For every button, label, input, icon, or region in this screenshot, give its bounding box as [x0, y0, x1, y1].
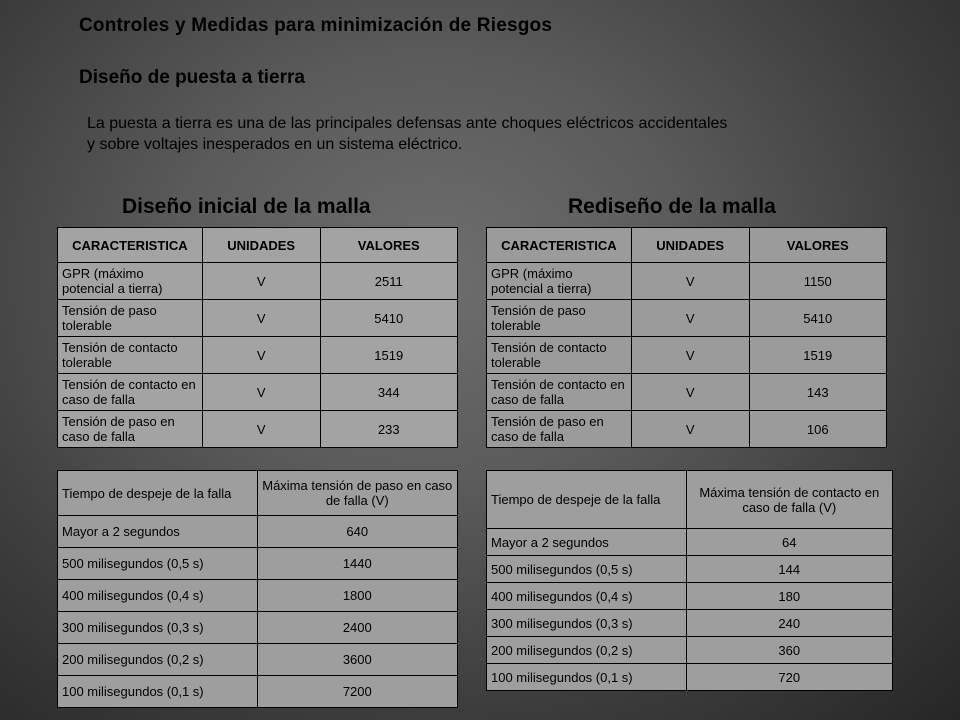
header-clearing-time: Tiempo de despeje de la falla — [487, 471, 687, 529]
intro-line-1: La puesta a tierra es una de las principales defensas ante choques eléctricos accidentales — [87, 115, 728, 132]
page-subtitle: Diseño de puesta a tierra — [79, 67, 305, 88]
units-cell: V — [202, 300, 320, 337]
value-cell: 180 — [686, 583, 892, 610]
characteristic-cell: Tensión de paso en caso de falla — [487, 411, 632, 448]
header-values: VALORES — [749, 228, 887, 263]
table-row — [487, 337, 887, 374]
table-row — [58, 411, 458, 448]
value-cell: 3600 — [257, 644, 457, 676]
table-row — [58, 337, 458, 374]
table-row — [487, 637, 893, 664]
units-cell: V — [631, 337, 749, 374]
time-cell: 100 milisegundos (0,1 s) — [487, 664, 687, 691]
units-cell: V — [202, 411, 320, 448]
table-row — [58, 612, 458, 644]
table-row — [58, 263, 458, 300]
header-units: UNIDADES — [631, 228, 749, 263]
table-row — [487, 556, 893, 583]
units-cell: V — [631, 300, 749, 337]
value-cell: 2511 — [320, 263, 458, 300]
time-cell: 400 milisegundos (0,4 s) — [58, 580, 258, 612]
units-cell: V — [202, 337, 320, 374]
table-row — [58, 374, 458, 411]
value-cell: 143 — [749, 374, 887, 411]
header-values: VALORES — [320, 228, 458, 263]
initial-design-table — [57, 227, 458, 448]
table-row — [58, 548, 458, 580]
time-cell: 100 milisegundos (0,1 s) — [58, 676, 258, 708]
characteristic-cell: GPR (máximo potencial a tierra) — [487, 263, 632, 300]
value-cell: 1519 — [749, 337, 887, 374]
table-header-row — [487, 228, 887, 263]
header-max-step-voltage: Máxima tensión de paso en caso de falla (V) — [257, 471, 457, 516]
intro-text — [87, 113, 887, 155]
header-units: UNIDADES — [202, 228, 320, 263]
time-cell: Mayor a 2 segundos — [487, 529, 687, 556]
value-cell: 1440 — [257, 548, 457, 580]
value-cell: 1519 — [320, 337, 458, 374]
value-cell: 240 — [686, 610, 892, 637]
contact-voltage-time-table — [486, 470, 893, 691]
value-cell: 7200 — [257, 676, 457, 708]
header-max-contact-voltage: Máxima tensión de contacto en caso de falla (V) — [686, 471, 892, 529]
table-row — [58, 580, 458, 612]
units-cell: V — [631, 374, 749, 411]
table-row — [58, 516, 458, 548]
characteristic-cell: Tensión de contacto en caso de falla — [487, 374, 632, 411]
header-characteristic: CARACTERISTICA — [58, 228, 203, 263]
time-cell: 500 milisegundos (0,5 s) — [487, 556, 687, 583]
table-row — [487, 374, 887, 411]
value-cell: 1800 — [257, 580, 457, 612]
page-title: Controles y Medidas para minimización de Riesgos — [79, 15, 553, 36]
table-header-row — [487, 471, 893, 529]
characteristic-cell: Tensión de contacto tolerable — [58, 337, 203, 374]
value-cell: 360 — [686, 637, 892, 664]
redesign-table — [486, 227, 887, 448]
intro-line-2: y sobre voltajes inesperados en un sistema eléctrico. — [87, 136, 463, 153]
value-cell: 640 — [257, 516, 457, 548]
time-cell: 200 milisegundos (0,2 s) — [487, 637, 687, 664]
characteristic-cell: Tensión de paso tolerable — [487, 300, 632, 337]
table-row — [487, 263, 887, 300]
characteristic-cell: Tensión de paso en caso de falla — [58, 411, 203, 448]
value-cell: 106 — [749, 411, 887, 448]
time-cell: 500 milisegundos (0,5 s) — [58, 548, 258, 580]
initial-design-heading: Diseño inicial de la malla — [122, 195, 371, 218]
table-row — [487, 664, 893, 691]
table-header-row — [58, 471, 458, 516]
value-cell: 2400 — [257, 612, 457, 644]
time-cell: Mayor a 2 segundos — [58, 516, 258, 548]
value-cell: 344 — [320, 374, 458, 411]
units-cell: V — [202, 374, 320, 411]
table-row — [58, 300, 458, 337]
units-cell: V — [631, 263, 749, 300]
header-clearing-time: Tiempo de despeje de la falla — [58, 471, 258, 516]
units-cell: V — [631, 411, 749, 448]
characteristic-cell: Tensión de contacto en caso de falla — [58, 374, 203, 411]
value-cell: 5410 — [320, 300, 458, 337]
table-header-row — [58, 228, 458, 263]
table-row — [58, 644, 458, 676]
value-cell: 720 — [686, 664, 892, 691]
time-cell: 400 milisegundos (0,4 s) — [487, 583, 687, 610]
value-cell: 1150 — [749, 263, 887, 300]
time-cell: 300 milisegundos (0,3 s) — [487, 610, 687, 637]
redesign-heading: Rediseño de la malla — [568, 195, 776, 218]
table-row — [487, 411, 887, 448]
units-cell: V — [202, 263, 320, 300]
header-characteristic: CARACTERISTICA — [487, 228, 632, 263]
time-cell: 200 milisegundos (0,2 s) — [58, 644, 258, 676]
value-cell: 64 — [686, 529, 892, 556]
value-cell: 5410 — [749, 300, 887, 337]
value-cell: 144 — [686, 556, 892, 583]
table-row — [58, 676, 458, 708]
characteristic-cell: GPR (máximo potencial a tierra) — [58, 263, 203, 300]
characteristic-cell: Tensión de paso tolerable — [58, 300, 203, 337]
characteristic-cell: Tensión de contacto tolerable — [487, 337, 632, 374]
table-row — [487, 610, 893, 637]
table-row — [487, 529, 893, 556]
table-row — [487, 583, 893, 610]
table-row — [487, 300, 887, 337]
time-cell: 300 milisegundos (0,3 s) — [58, 612, 258, 644]
value-cell: 233 — [320, 411, 458, 448]
step-voltage-time-table — [57, 470, 458, 708]
